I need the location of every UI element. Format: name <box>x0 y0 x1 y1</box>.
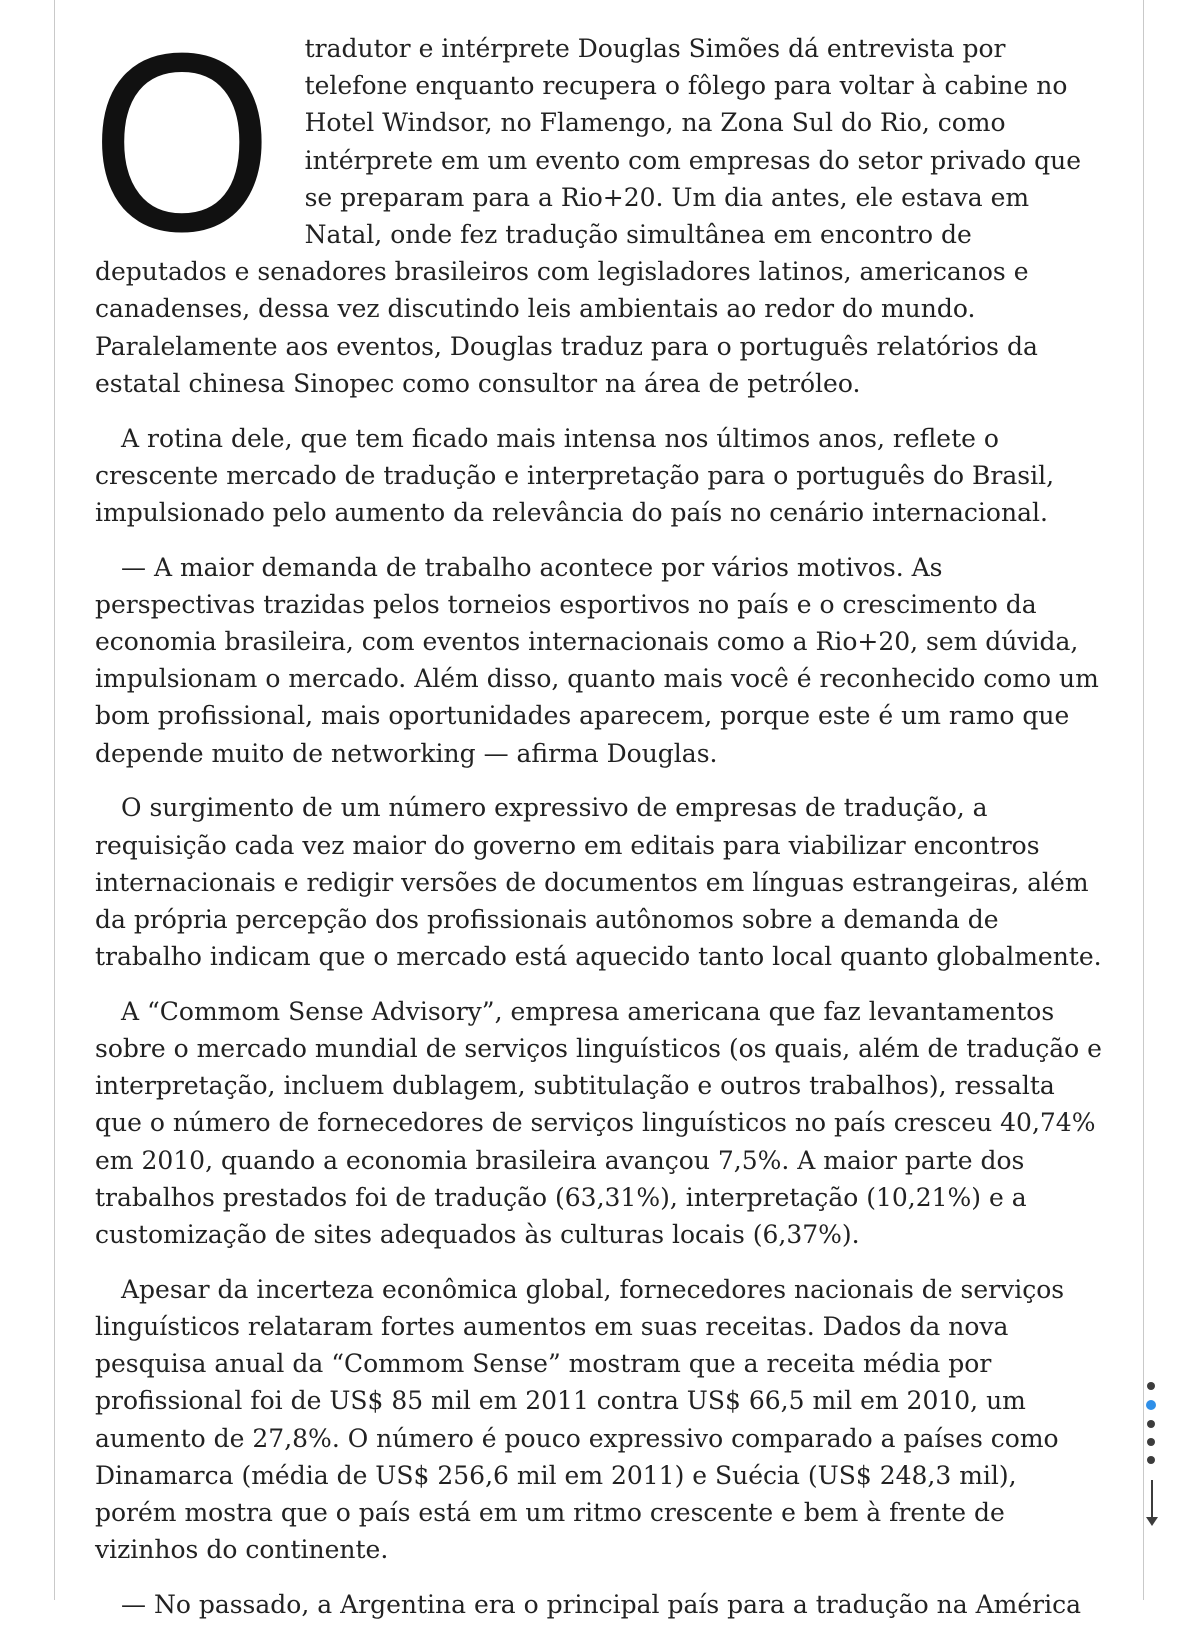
page-dot-icon[interactable] <box>1147 1438 1155 1446</box>
page-dot-icon[interactable] <box>1147 1456 1155 1464</box>
article-paragraph-3: — A maior demanda de trabalho acontece por vários motivos. As perspectivas trazidas pelos torneios esportivos no país e o crescimento da economia brasileira, com eventos internacionais como a Rio+20, sem dúvida, impulsionam o mercado. Além disso, quanto mais você é reconhecido como um bom profissional, mais oportunidades aparecem, porque este é um ramo que depende muito de networking — afirma Douglas. <box>95 552 1099 768</box>
article-paragraph-7: — No passado, a Argentina era o principal país para a tradução na América <box>121 1589 1081 1619</box>
left-page-rule <box>54 0 55 1600</box>
drop-cap: O <box>91 0 273 284</box>
page-dot-icon[interactable] <box>1147 1420 1155 1428</box>
page-indicator[interactable] <box>1144 1382 1158 1474</box>
page-dot-icon[interactable] <box>1147 1382 1155 1390</box>
article-paragraph-2: A rotina dele, que tem ficado mais intensa nos últimos anos, reflete o crescente mercado de tradução e interpretação para o português do Brasil, impulsionado pelo aumento da relevância do país no cenário internacional. <box>95 423 1055 527</box>
article-paragraph-4: O surgimento de um número expressivo de empresas de tradução, a requisição cada vez maior do governo em editais para viabilizar encontros internacionais e redigir versões de documentos em línguas estrangeiras, além da própria percepção dos profissionais autônomos sobre a demanda de trabalho indicam que o mercado está aquecido tanto local quanto globalmente. <box>95 793 1102 972</box>
arrow-down-icon[interactable] <box>1151 1480 1153 1520</box>
article-body <box>91 0 1105 1641</box>
paragraph-1-text: tradutor e intérprete Douglas Simões dá entrevista por telefone enquanto recupera o fôlego para voltar à cabine no Hotel Windsor, no Flamengo, na Zona Sul do Rio, como intérprete em um evento com empresas do setor privado que se preparam para a Rio+20. Um dia antes, ele estava em Natal, onde fez tradução simultânea em encontro de deputados e senadores brasileiros com legisladores latinos, americanos e canadenses, dessa vez discutindo leis ambientais ao redor do mundo. Paralelamente aos eventos, Douglas traduz para o português relatórios da estatal chinesa Sinopec como consultor na área de petróleo. <box>95 34 1082 398</box>
right-page-rule <box>1143 0 1144 1600</box>
article-paragraph-1 <box>91 0 1105 402</box>
article-paragraph-5: A “Commom Sense Advisory”, empresa americana que faz levantamentos sobre o mercado mundial de serviços linguísticos (os quais, além de tradução e interpretação, incluem dublagem, subtitulação e outros trabalhos), ressalta que o número de fornecedores de serviços linguísticos no país cresceu 40,74% em 2010, quando a economia brasileira avançou 7,5%. A maior parte dos trabalhos prestados foi de tradução (63,31%), interpretação (10,21%) e a customização de sites adequados às culturas locais (6,37%). <box>95 996 1102 1250</box>
article-paragraph-6: Apesar da incerteza econômica global, fornecedores nacionais de serviços linguísticos relataram fortes aumentos em suas receitas. Dados da nova pesquisa anual da “Commom Sense” mostram que a receita média por profissional foi de US$ 85 mil em 2011 contra US$ 66,5 mil em 2010, um aumento de 27,8%. O número é pouco expressivo comparado a países como Dinamarca (média de US$ 256,6 mil em 2011) e Suécia (US$ 248,3 mil), porém mostra que o país está em um ritmo crescente e bem à frente de vizinhos do continente. <box>95 1274 1065 1565</box>
page-dot-icon-active[interactable] <box>1146 1400 1156 1410</box>
